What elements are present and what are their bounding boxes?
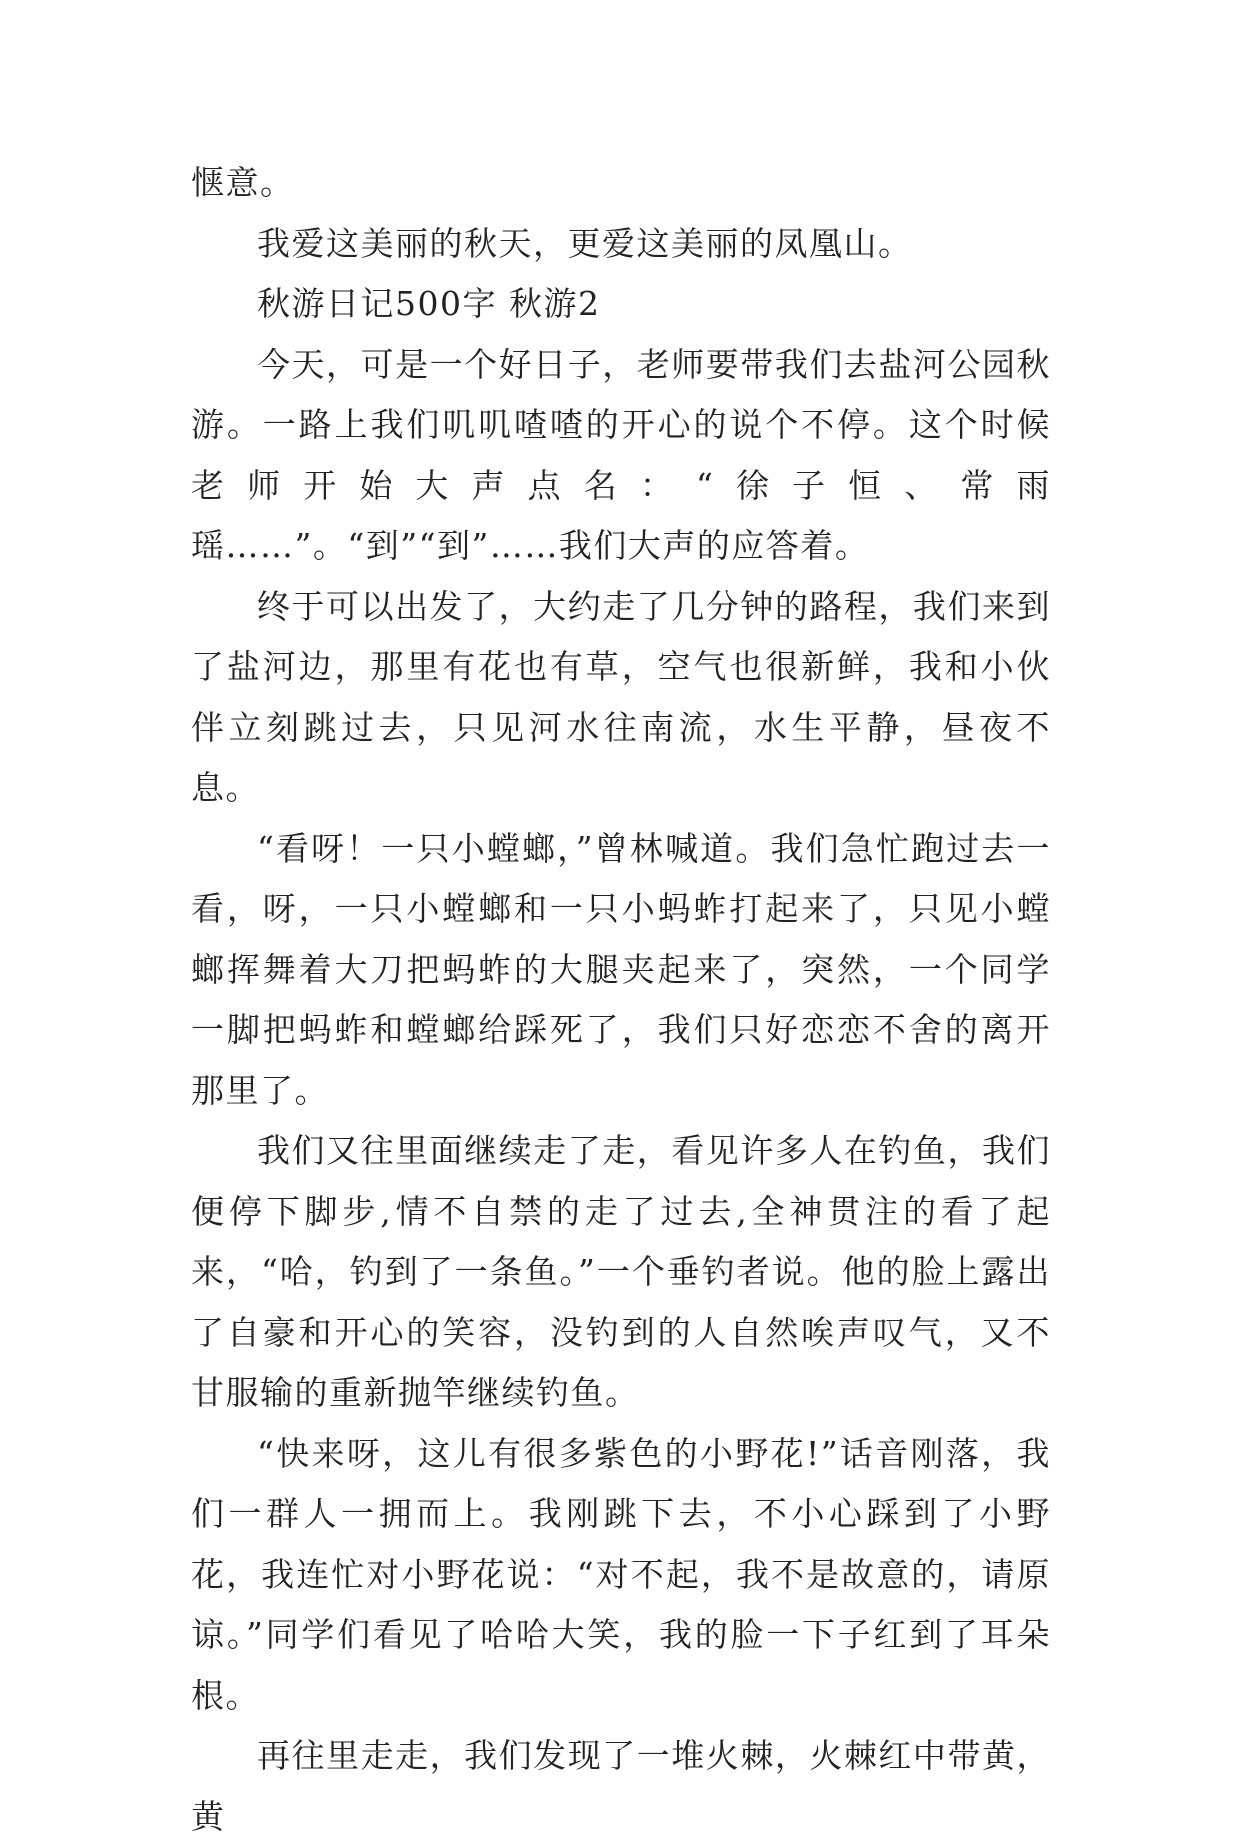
section-heading: 秋游日记500字 秋游2 [257, 284, 601, 323]
paragraph: “看呀！一只小螳螂，”曾林喊道。我们急忙跑过去一看，呀，一只小螳螂和一只小蚂蚱打起来了，只见小螳螂挥舞着大刀把蚂蚱的大腿夹起来了，突然，一个同学一脚把蚂蚱和螳螂给踩死了，我们只好恋恋不舍的离开那里了。 [191, 828, 1051, 1110]
paragraph: “快来呀，这儿有很多紫色的小野花!”话音刚落，我们一群人一拥而上。我刚跳下去，不小心踩到了小野花，我连忙对小野花说：“对不起，我不是故意的，请原谅。”同学们看见了哈哈大笑，我的脸一下子红到了耳朵根。 [191, 1433, 1051, 1715]
paragraph: 我爱这美丽的秋天，更爱这美丽的凤凰山。 [257, 223, 913, 263]
paragraph: 再往里走走，我们发现了一堆火棘，火棘红中带黄，黄 [191, 1736, 1051, 1836]
paragraph: 终于可以出发了，大约走了几分钟的路程，我们来到了盐河边，那里有花也有草，空气也很新鲜，我和小伙伴立刻跳过去，只见河水往南流，水生平静，昼夜不息。 [191, 586, 1051, 807]
paragraph: 我们又往里面继续走了走，看见许多人在钓鱼，我们便停下脚步,情不自禁的走了过去,全神贯注的看了起来，“哈，钓到了一条鱼。”一个垂钓者说。他的脸上露出了自豪和开心的笑容，没钓到的人自然唉声叹气，又不甘服输的重新抛竿继续钓鱼。 [191, 1131, 1051, 1412]
paragraph-continuation: 惬意。 [191, 163, 295, 202]
document-body [191, 153, 1051, 1847]
paragraph: 今天，可是一个好日子，老师要带我们去盐河公园秋游。一路上我们叽叽喳喳的开心的说个不停。这个时候老师开始大声点名：“徐子恒、常雨瑶……”。“到”“到”……我们大声的应答着。 [191, 344, 1051, 565]
